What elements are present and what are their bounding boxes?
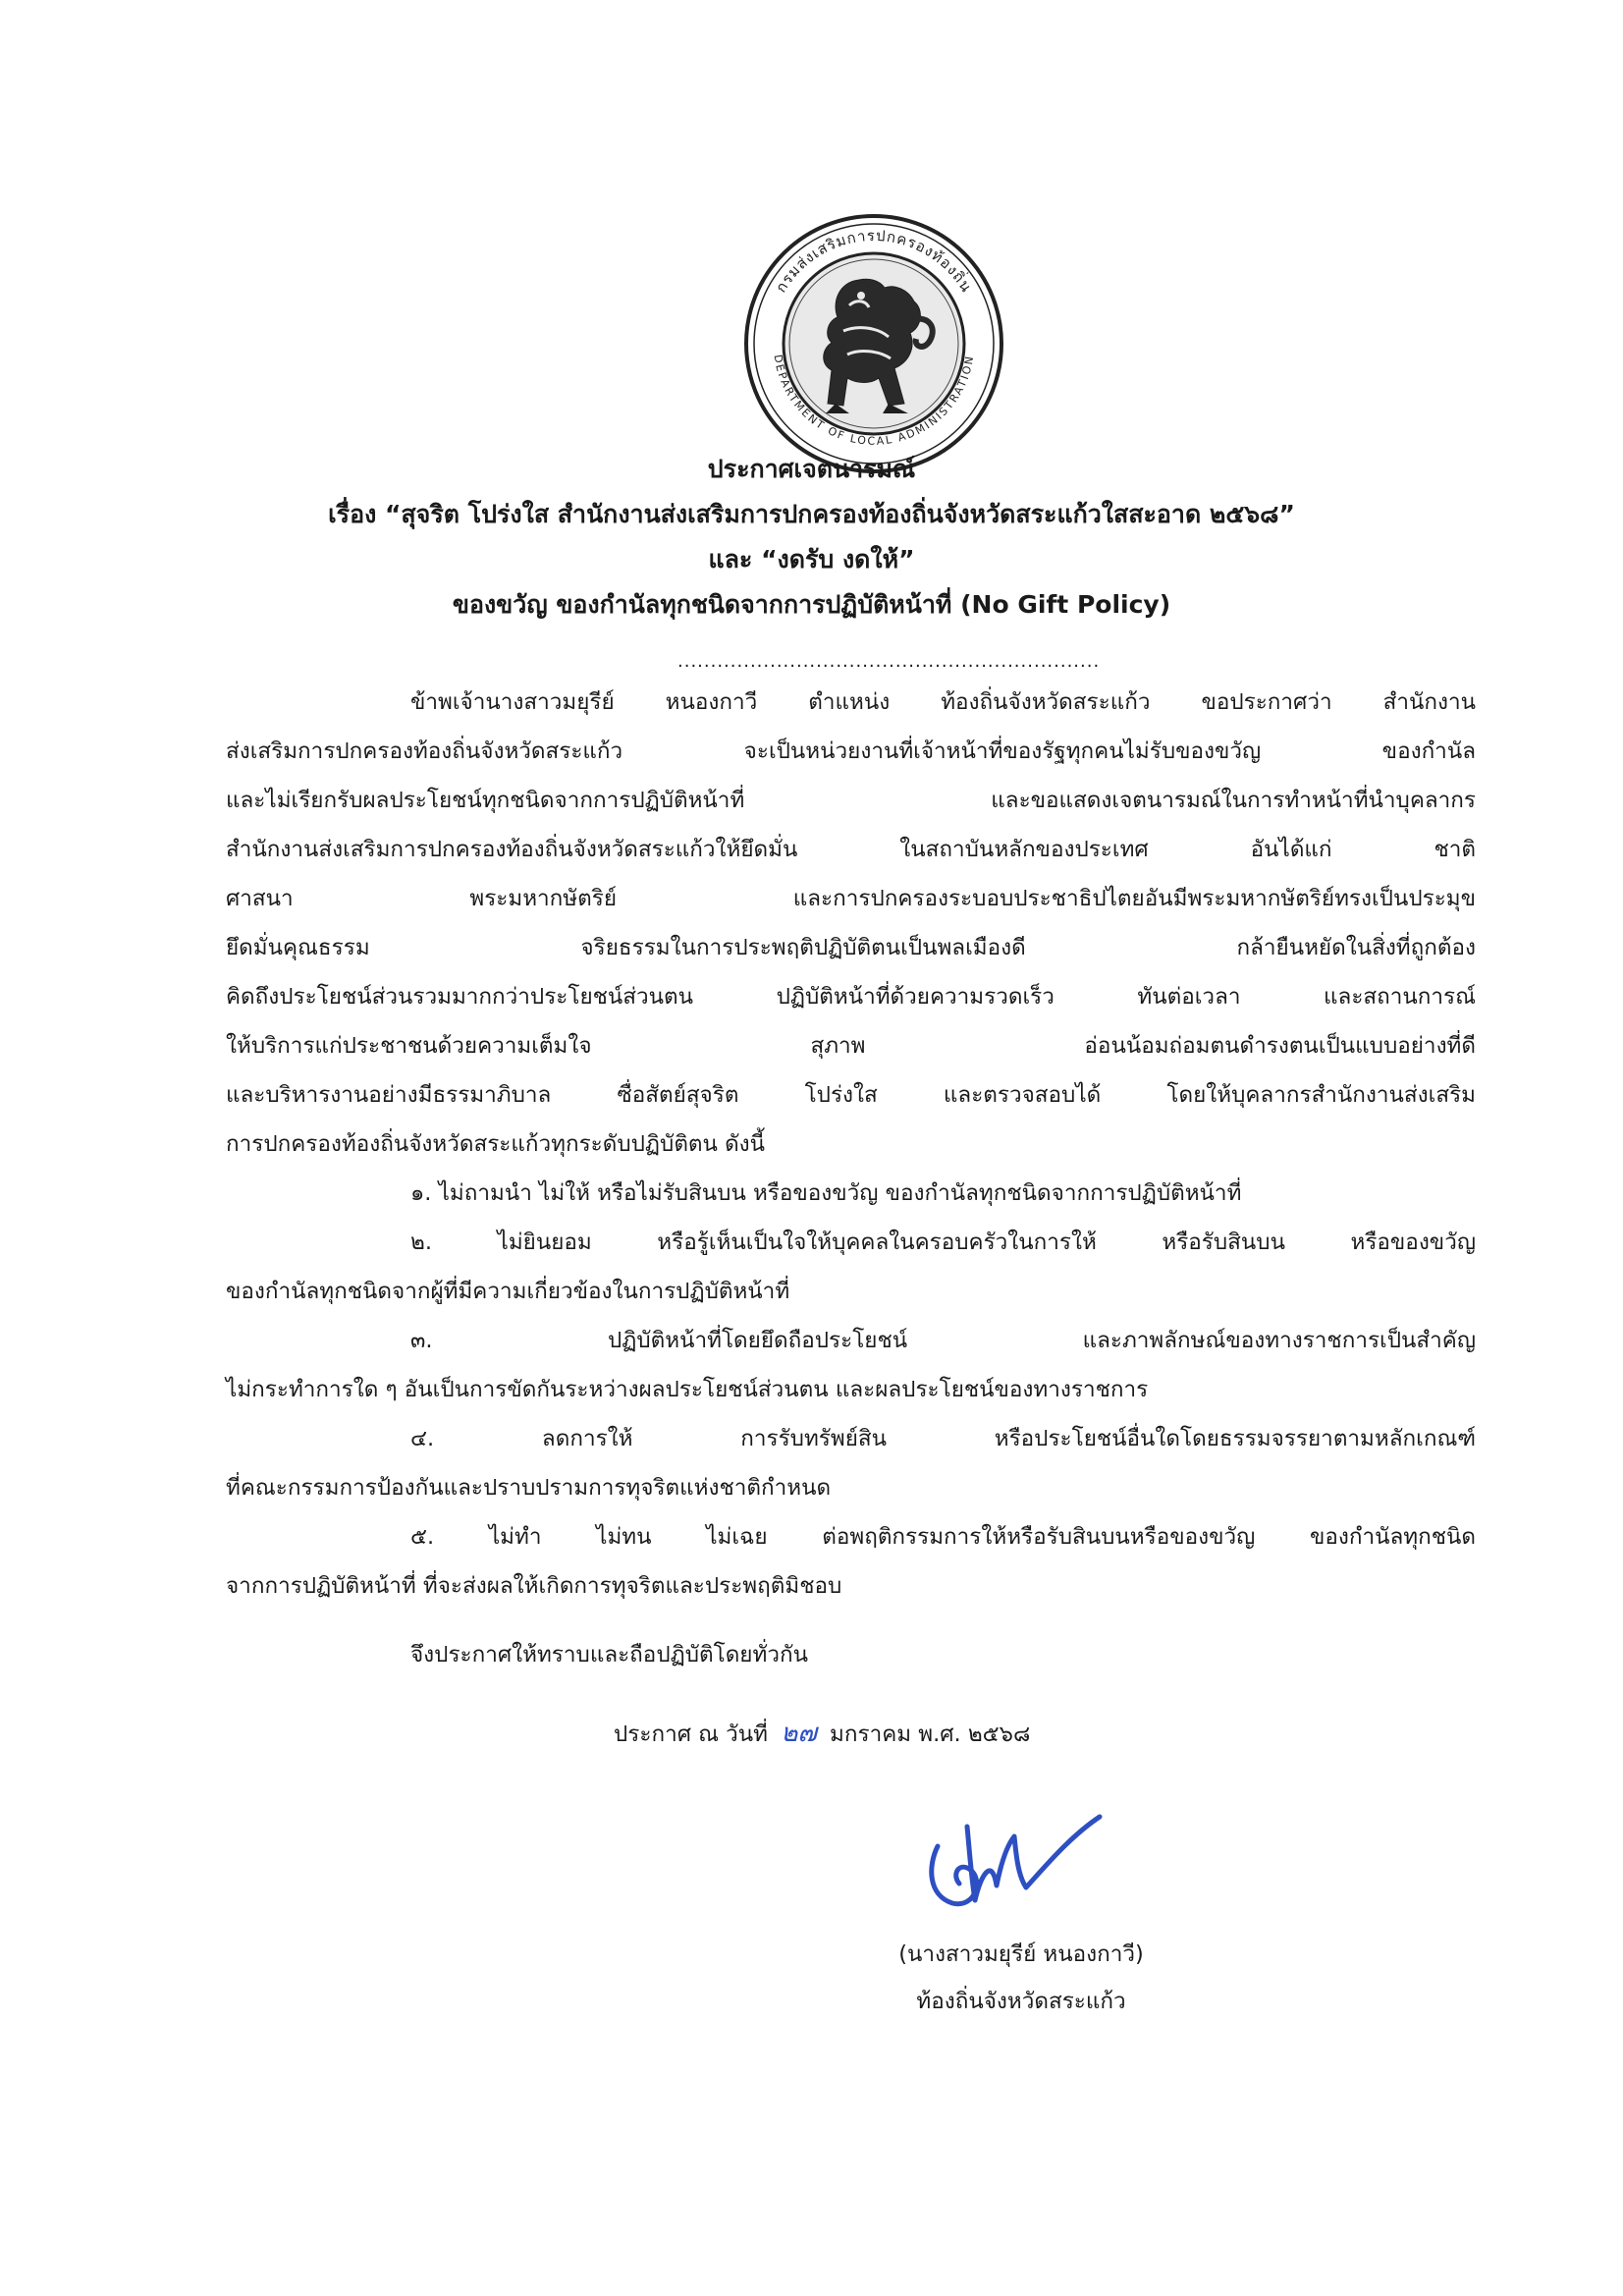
list-item-3-cont: ไม่กระทำการใด ๆ อันเป็นการขัดกันระหว่างผลประโยชน์ส่วนตน และผลประโยชน์ของทางราชการ (226, 1377, 1149, 1402)
list-item-4-cont: ที่คณะกรรมการป้องกันและปราบปรามการทุจริตแห่งชาติกำหนด (226, 1475, 832, 1501)
handwritten-signature (898, 1777, 1114, 1925)
body-line: ส่งเสริมการปกครองท้องถิ่นจังหวัดสระแก้ว จะเป็นหน่วยงานที่เจ้าหน้าที่ของรัฐทุกคนไม่รับของขวัญ ของกำนัล (226, 738, 1476, 764)
list-item-2: ๒. ไม่ยินยอม หรือรู้เห็นเป็นใจให้บุคคลในครอบครัวในการให้ หรือรับสินบน หรือของขวัญ (410, 1230, 1476, 1255)
announcement-subject-line-3: ของขวัญ ของกำนัลทุกชนิดจากการปฏิบัติหน้าที่ (No Gift Policy) (452, 590, 1171, 619)
list-item-4: ๔. ลดการให้ การรับทรัพย์สิน หรือประโยชน์อื่นใดโดยธรรมจรรยาตามหลักเกณฑ์ (410, 1426, 1476, 1451)
date-day-handwritten: ๒๗ (781, 1719, 817, 1748)
list-item-3: ๓. ปฏิบัติหน้าที่โดยยึดถือประโยชน์ และภาพลักษณ์ของทางราชการเป็นสำคัญ (410, 1328, 1476, 1353)
body-line: และบริหารงานอย่างมีธรรมาภิบาล ซื่อสัตย์สุจริต โปร่งใส และตรวจสอบได้ โดยให้บุคลากรสำนักงานส่งเสริม (226, 1082, 1476, 1108)
department-seal-logo (741, 211, 1006, 476)
list-item-5: ๕. ไม่ทำ ไม่ทน ไม่เฉย ต่อพฤติกรรมการให้หรือรับสินบนหรือของขวัญ ของกำนัลทุกชนิด (410, 1524, 1476, 1550)
announcement-date (614, 1709, 1030, 1759)
body-line: ข้าพเจ้านางสาวมยุรีย์ หนองกาวี ตำแหน่ง ท้องถิ่นจังหวัดสระแก้ว ขอประกาศว่า สำนักงาน (410, 689, 1476, 715)
date-month-year: มกราคม พ.ศ. ๒๕๖๘ (830, 1722, 1031, 1747)
body-line: สำนักงานส่งเสริมการปกครองท้องถิ่นจังหวัดสระแก้วให้ยึดมั่น ในสถาบันหลักของประเทศ อันได้แก่ ชาติ (226, 837, 1476, 862)
dotted-separator: ................................................................ (677, 651, 1101, 672)
signatory-title: ท้องถิ่นจังหวัดสระแก้ว (916, 1989, 1126, 2014)
body-line: และไม่เรียกรับผลประโยชน์ทุกชนิดจากการปฏิบัติหน้าที่ และขอแสดงเจตนารมณ์ในการทำหน้าที่นำบุคลากร (226, 788, 1476, 813)
list-item-1: ๑. ไม่ถามนำ ไม่ให้ หรือไม่รับสินบน หรือของขวัญ ของกำนัลทุกชนิดจากการปฏิบัติหน้าที่ (410, 1180, 1242, 1206)
announcement-title: ประกาศเจตนารมณ์ (707, 455, 916, 483)
announcement-subject: เรื่อง “สุจริต โปร่งใส สำนักงานส่งเสริมการปกครองท้องถิ่นจังหวัดสระแก้วใสสะอาด ๒๕๖๘” (328, 500, 1295, 528)
announcement-subject-line-2: และ “งดรับ งดให้” (708, 545, 915, 574)
body-line: ศาสนา พระมหากษัตริย์ และการปกครองระบอบประชาธิปไตยอันมีพระมหากษัตริย์ทรงเป็นประมุข (226, 886, 1476, 911)
body-line: การปกครองท้องถิ่นจังหวัดสระแก้วทุกระดับปฏิบัติตน ดังนี้ (226, 1131, 766, 1157)
body-line: ยึดมั่นคุณธรรม จริยธรรมในการประพฤติปฏิบัติตนเป็นพลเมืองดี กล้ายืนหยัดในสิ่งที่ถูกต้อง (226, 935, 1476, 960)
svg-text:กรมส่งเสริมการปกครองท้องถิ่น: กรมส่งเสริมการปกครองท้องถิ่น (772, 226, 976, 297)
list-item-2-cont: ของกำนัลทุกชนิดจากผู้ที่มีความเกี่ยวข้องในการปฏิบัติหน้าที่ (226, 1279, 790, 1304)
list-item-5-cont: จากการปฏิบัติหน้าที่ ที่จะส่งผลให้เกิดการทุจริตและประพฤติมิชอบ (226, 1573, 842, 1599)
body-line: คิดถึงประโยชน์ส่วนรวมมากกว่าประโยชน์ส่วนตน ปฏิบัติหน้าที่ด้วยความรวดเร็ว ทันต่อเวลา และสถานการณ์ (226, 984, 1476, 1010)
date-prefix: ประกาศ ณ วันที่ (614, 1722, 769, 1747)
body-line: ให้บริการแก่ประชาชนด้วยความเต็มใจ สุภาพ อ่อนน้อมถ่อมตนดำรงตนเป็นแบบอย่างที่ดี (226, 1033, 1476, 1059)
closing-statement: จึงประกาศให้ทราบและถือปฏิบัติโดยทั่วกัน (410, 1642, 808, 1667)
signatory-name: (นางสาวมยุรีย์ หนองกาวี) (898, 1941, 1144, 1967)
svg-text:DEPARTMENT OF LOCAL ADMINISTRA: DEPARTMENT OF LOCAL ADMINISTRATION (771, 354, 977, 448)
